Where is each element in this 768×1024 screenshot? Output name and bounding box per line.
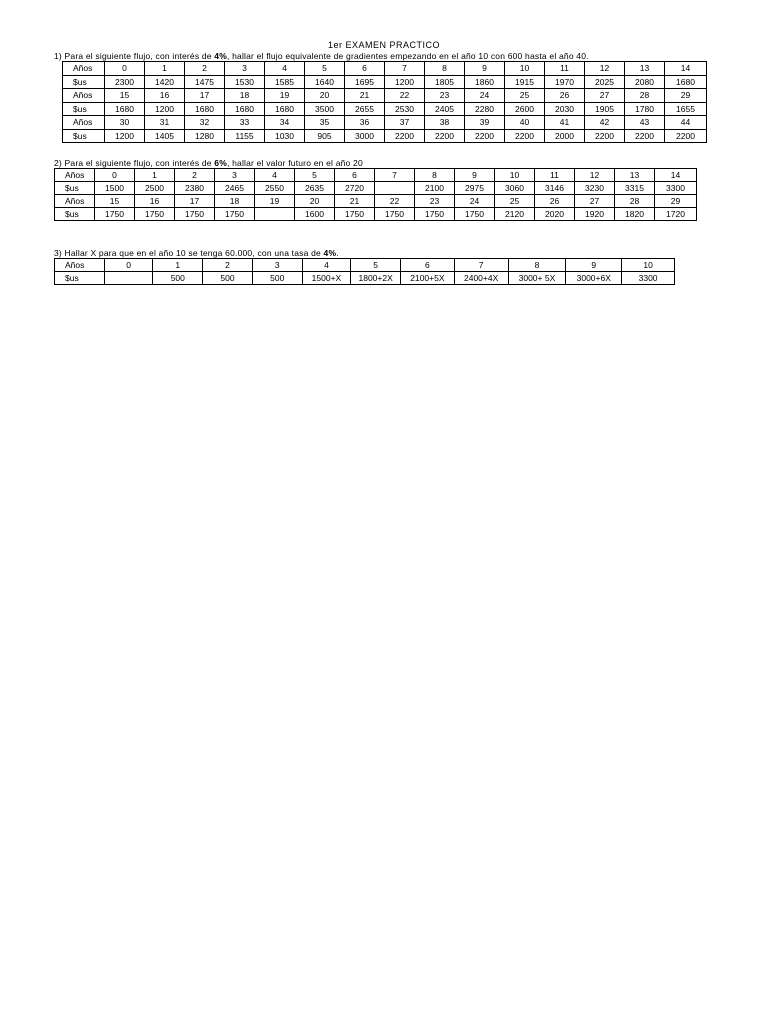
table-cell: 500 bbox=[203, 272, 253, 285]
question-3-table bbox=[54, 258, 675, 285]
table-cell: 1030 bbox=[265, 129, 305, 143]
table-cell: 26 bbox=[545, 89, 585, 103]
table-cell: 2100 bbox=[415, 182, 455, 195]
table-cell: 9 bbox=[455, 169, 495, 182]
table-cell: 1530 bbox=[225, 75, 265, 89]
table-cell: 30 bbox=[105, 116, 145, 130]
table-cell: 16 bbox=[135, 195, 175, 208]
table-cell: 1780 bbox=[625, 102, 665, 116]
row-label: $us bbox=[63, 75, 105, 89]
table-cell: 2550 bbox=[255, 182, 295, 195]
table-cell: 2380 bbox=[175, 182, 215, 195]
table-cell: 2200 bbox=[585, 129, 625, 143]
table-cell: 0 bbox=[105, 62, 145, 76]
table-cell: 1695 bbox=[345, 75, 385, 89]
table-cell: 1585 bbox=[265, 75, 305, 89]
table-cell: 28 bbox=[615, 195, 655, 208]
table-cell: 2405 bbox=[425, 102, 465, 116]
table-cell: 1750 bbox=[135, 208, 175, 221]
table-cell: 1905 bbox=[585, 102, 625, 116]
row-label: $us bbox=[55, 182, 95, 195]
table-cell: 2200 bbox=[465, 129, 505, 143]
question-3-prefix: 3) Hallar X para que en el año 10 se tenga 60.000, con una tasa de bbox=[54, 248, 324, 258]
table-cell: 2120 bbox=[495, 208, 535, 221]
table-cell: 1750 bbox=[95, 208, 135, 221]
question-3-rate: 4% bbox=[323, 248, 337, 258]
table-cell: 2635 bbox=[295, 182, 335, 195]
table-cell: 6 bbox=[335, 169, 375, 182]
question-2-suffix: , hallar el valor futuro en el año 20 bbox=[226, 158, 363, 168]
table-cell: 9 bbox=[465, 62, 505, 76]
table-cell: 22 bbox=[385, 89, 425, 103]
table-cell: 42 bbox=[585, 116, 625, 130]
table-row bbox=[63, 129, 707, 143]
table-cell: 31 bbox=[145, 116, 185, 130]
table-cell: 5 bbox=[305, 62, 345, 76]
table-cell: 4 bbox=[265, 62, 305, 76]
table-cell: 7 bbox=[385, 62, 425, 76]
table-cell: 16 bbox=[145, 89, 185, 103]
table-cell: 21 bbox=[335, 195, 375, 208]
table-cell: 32 bbox=[185, 116, 225, 130]
table-cell: 8 bbox=[508, 259, 566, 272]
table-row bbox=[63, 62, 707, 76]
table-cell: 3300 bbox=[655, 182, 697, 195]
table-cell: 5 bbox=[351, 259, 401, 272]
table-cell: 2 bbox=[175, 169, 215, 182]
table-cell: 1680 bbox=[185, 102, 225, 116]
question-3-text bbox=[54, 248, 339, 258]
table-row bbox=[55, 272, 675, 285]
table-cell: 2 bbox=[185, 62, 225, 76]
table-cell: 2000 bbox=[545, 129, 585, 143]
table-cell: 38 bbox=[425, 116, 465, 130]
table-cell: 13 bbox=[625, 62, 665, 76]
table-cell: 43 bbox=[625, 116, 665, 130]
question-1-prefix: 1) Para el siguiente flujo, con interés de bbox=[54, 51, 215, 61]
table-cell: 12 bbox=[575, 169, 615, 182]
table-cell: 15 bbox=[95, 195, 135, 208]
table-row bbox=[63, 75, 707, 89]
table-cell: 1750 bbox=[455, 208, 495, 221]
table-cell bbox=[255, 208, 295, 221]
table-cell: 1750 bbox=[335, 208, 375, 221]
table-cell: 1155 bbox=[225, 129, 265, 143]
table-cell: 3146 bbox=[535, 182, 575, 195]
row-label: $us bbox=[55, 208, 95, 221]
table-cell: 500 bbox=[252, 272, 302, 285]
table-cell: 1 bbox=[135, 169, 175, 182]
table-row bbox=[63, 89, 707, 103]
table-row bbox=[63, 102, 707, 116]
table-cell: 10 bbox=[622, 259, 675, 272]
table-cell: 1920 bbox=[575, 208, 615, 221]
row-label: Años bbox=[63, 89, 105, 103]
table-cell: 3000+ 5X bbox=[508, 272, 566, 285]
table-cell: 2720 bbox=[335, 182, 375, 195]
table-cell: 17 bbox=[185, 89, 225, 103]
question-2-table bbox=[54, 168, 697, 221]
table-cell: 1750 bbox=[415, 208, 455, 221]
table-cell: 36 bbox=[345, 116, 385, 130]
table-cell: 1720 bbox=[655, 208, 697, 221]
table-cell: 23 bbox=[415, 195, 455, 208]
table-cell: 20 bbox=[295, 195, 335, 208]
table-cell: 33 bbox=[225, 116, 265, 130]
table-cell: 2200 bbox=[665, 129, 707, 143]
table-cell: 18 bbox=[215, 195, 255, 208]
table-cell: 17 bbox=[175, 195, 215, 208]
table-cell: 2020 bbox=[535, 208, 575, 221]
table-cell: 0 bbox=[95, 169, 135, 182]
table-cell: 1860 bbox=[465, 75, 505, 89]
table-cell: 1200 bbox=[105, 129, 145, 143]
table-cell: 22 bbox=[375, 195, 415, 208]
table-cell: 14 bbox=[665, 62, 707, 76]
table-cell: 20 bbox=[305, 89, 345, 103]
table-cell: 26 bbox=[535, 195, 575, 208]
table-cell: 13 bbox=[615, 169, 655, 182]
table-row bbox=[55, 259, 675, 272]
table-cell: 9 bbox=[566, 259, 622, 272]
table-cell: 10 bbox=[505, 62, 545, 76]
table-cell: 24 bbox=[455, 195, 495, 208]
table-cell: 1500 bbox=[95, 182, 135, 195]
table-cell: 12 bbox=[585, 62, 625, 76]
table-cell: 11 bbox=[545, 62, 585, 76]
table-cell: 1915 bbox=[505, 75, 545, 89]
table-cell: 28 bbox=[625, 89, 665, 103]
table-cell: 23 bbox=[425, 89, 465, 103]
table-cell: 25 bbox=[505, 89, 545, 103]
question-1-suffix: , hallar el flujo equivalente de gradientes empezando en el año 10 con 600 hasta el año 40. bbox=[226, 51, 589, 61]
table-cell: 1500+X bbox=[302, 272, 351, 285]
table-cell: 3000+6X bbox=[566, 272, 622, 285]
table-cell: 1750 bbox=[175, 208, 215, 221]
table-cell: 4 bbox=[255, 169, 295, 182]
row-label: Años bbox=[63, 62, 105, 76]
table-cell: 29 bbox=[655, 195, 697, 208]
table-cell: 2530 bbox=[385, 102, 425, 116]
table-cell: 34 bbox=[265, 116, 305, 130]
row-label: Años bbox=[55, 169, 95, 182]
question-2-prefix: 2) Para el siguiente flujo, con interés de bbox=[54, 158, 215, 168]
table-cell: 3230 bbox=[575, 182, 615, 195]
table-cell: 15 bbox=[105, 89, 145, 103]
table-cell: 24 bbox=[465, 89, 505, 103]
table-cell: 5 bbox=[295, 169, 335, 182]
table-cell: 1680 bbox=[105, 102, 145, 116]
page-title: 1er EXAMEN PRACTICO bbox=[327, 40, 441, 50]
table-cell: 8 bbox=[425, 62, 465, 76]
table-row bbox=[63, 116, 707, 130]
table-cell: 1750 bbox=[215, 208, 255, 221]
table-cell: 2030 bbox=[545, 102, 585, 116]
table-cell: 3060 bbox=[495, 182, 535, 195]
table-cell: 2200 bbox=[505, 129, 545, 143]
table-cell bbox=[375, 182, 415, 195]
table-cell: 1805 bbox=[425, 75, 465, 89]
question-1-text bbox=[54, 51, 589, 61]
table-cell: 27 bbox=[575, 195, 615, 208]
table-cell: 1 bbox=[153, 259, 203, 272]
table-cell: 6 bbox=[345, 62, 385, 76]
table-cell: 44 bbox=[665, 116, 707, 130]
table-cell: 1200 bbox=[385, 75, 425, 89]
table-cell: 905 bbox=[305, 129, 345, 143]
question-2-rate: 6% bbox=[214, 158, 227, 168]
table-cell: 2200 bbox=[385, 129, 425, 143]
table-cell: 1475 bbox=[185, 75, 225, 89]
table-cell: 0 bbox=[104, 259, 153, 272]
table-row bbox=[55, 169, 697, 182]
table-cell: 19 bbox=[255, 195, 295, 208]
table-cell: 1600 bbox=[295, 208, 335, 221]
table-cell: 2100+5X bbox=[401, 272, 455, 285]
table-cell: 2300 bbox=[105, 75, 145, 89]
table-cell: 14 bbox=[655, 169, 697, 182]
question-1-table bbox=[62, 61, 707, 143]
table-cell: 7 bbox=[375, 169, 415, 182]
table-cell: 35 bbox=[305, 116, 345, 130]
table-cell: 1820 bbox=[615, 208, 655, 221]
table-cell: 6 bbox=[401, 259, 455, 272]
table-cell: 2600 bbox=[505, 102, 545, 116]
table-cell: 4 bbox=[302, 259, 351, 272]
table-cell: 10 bbox=[495, 169, 535, 182]
table-cell: 2280 bbox=[465, 102, 505, 116]
table-cell: 27 bbox=[585, 89, 625, 103]
question-1-rate: 4% bbox=[214, 51, 227, 61]
table-cell: 3 bbox=[215, 169, 255, 182]
row-label: $us bbox=[55, 272, 105, 285]
table-cell: 1 bbox=[145, 62, 185, 76]
row-label: Años bbox=[63, 116, 105, 130]
table-cell: 2080 bbox=[625, 75, 665, 89]
table-cell: 1655 bbox=[665, 102, 707, 116]
table-cell: 3000 bbox=[345, 129, 385, 143]
table-cell bbox=[104, 272, 153, 285]
table-cell: 8 bbox=[415, 169, 455, 182]
table-cell: 1680 bbox=[265, 102, 305, 116]
table-cell: 3 bbox=[225, 62, 265, 76]
table-cell: 18 bbox=[225, 89, 265, 103]
table-cell: 2400+4X bbox=[454, 272, 508, 285]
table-cell: 25 bbox=[495, 195, 535, 208]
table-cell: 1640 bbox=[305, 75, 345, 89]
table-cell: 1405 bbox=[145, 129, 185, 143]
row-label: $us bbox=[63, 102, 105, 116]
table-cell: 40 bbox=[505, 116, 545, 130]
table-cell: 37 bbox=[385, 116, 425, 130]
table-cell: 2465 bbox=[215, 182, 255, 195]
table-cell: 1280 bbox=[185, 129, 225, 143]
table-cell: 3500 bbox=[305, 102, 345, 116]
table-cell: 7 bbox=[454, 259, 508, 272]
table-cell: 1750 bbox=[375, 208, 415, 221]
table-row bbox=[55, 182, 697, 195]
table-cell: 3300 bbox=[622, 272, 675, 285]
table-row bbox=[55, 208, 697, 221]
row-label: Años bbox=[55, 259, 105, 272]
table-cell: 1200 bbox=[145, 102, 185, 116]
row-label: $us bbox=[63, 129, 105, 143]
table-cell: 1970 bbox=[545, 75, 585, 89]
table-cell: 1420 bbox=[145, 75, 185, 89]
row-label: Años bbox=[55, 195, 95, 208]
table-cell: 2025 bbox=[585, 75, 625, 89]
table-cell: 2500 bbox=[135, 182, 175, 195]
table-cell: 3 bbox=[252, 259, 302, 272]
table-cell: 39 bbox=[465, 116, 505, 130]
question-2-text bbox=[54, 158, 363, 168]
table-cell: 19 bbox=[265, 89, 305, 103]
table-cell: 2975 bbox=[455, 182, 495, 195]
table-cell: 1680 bbox=[225, 102, 265, 116]
table-cell: 11 bbox=[535, 169, 575, 182]
table-cell: 3315 bbox=[615, 182, 655, 195]
table-cell: 2 bbox=[203, 259, 253, 272]
table-cell: 41 bbox=[545, 116, 585, 130]
table-cell: 500 bbox=[153, 272, 203, 285]
table-cell: 2200 bbox=[625, 129, 665, 143]
table-cell: 2655 bbox=[345, 102, 385, 116]
table-cell: 1680 bbox=[665, 75, 707, 89]
table-cell: 29 bbox=[665, 89, 707, 103]
table-cell: 2200 bbox=[425, 129, 465, 143]
question-3-suffix: . bbox=[336, 248, 339, 258]
table-cell: 1800+2X bbox=[351, 272, 401, 285]
table-cell: 21 bbox=[345, 89, 385, 103]
table-row bbox=[55, 195, 697, 208]
